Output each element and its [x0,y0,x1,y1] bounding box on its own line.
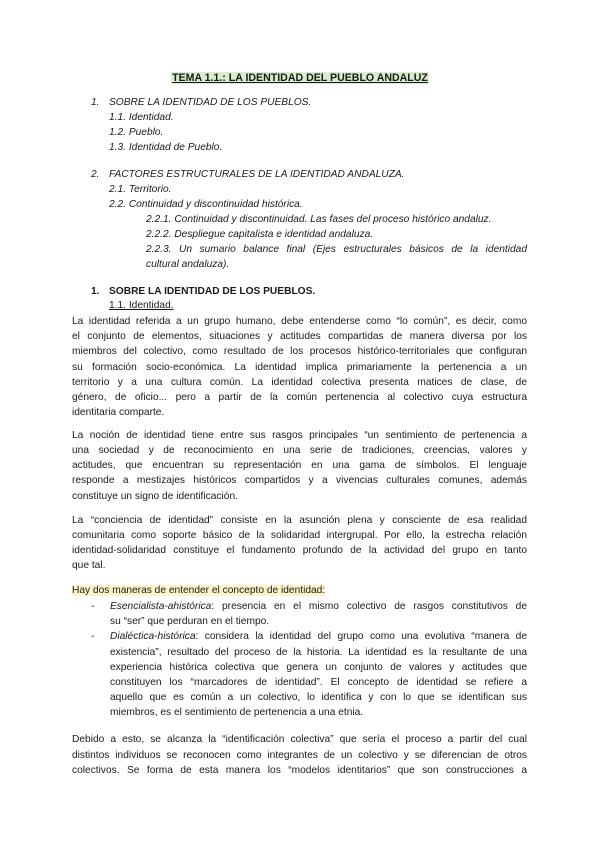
paragraph-2-line: La noción de identidad tiene entre sus rasgos principales “un sentimiento de pertenencia a [72,430,527,441]
paragraph-4-line: Debido a esto, se alcanza la “identificación colectiva” que sería el proceso a partir del cual [72,734,527,745]
toc-item-2-2-3-continued: cultural andaluza). [146,259,230,270]
bullet-2-line: miembros, es el sentimiento de pertenencia a una etnia. [110,707,364,718]
paragraph-1-line: miembros del colectivo, como resultado de los procesos histórico-territoriales que configuran [72,346,527,357]
paragraph-2-line: responde a mestizajes históricos compartidos y a vivencias culturales comunes, además [72,475,527,486]
highlighted-sentence: Hay dos maneras de entender el concepto de identidad: [72,585,326,596]
toc-item-2-2-3: 2.2.3. Un sumario balance final (Ejes estructurales básicos de la identidad [146,244,527,255]
paragraph-2-line: una sociedad y de reconocimiento en una serie de tradiciones, creencias, valores y [72,445,527,456]
bullet-2-line: constituyen los “marcadores de identidad”. El concepto de identidad se refiere a [110,677,527,688]
bullet-dash: - [91,601,95,612]
bullet-1-line: su “ser” que perduran en el tiempo. [110,616,270,627]
paragraph-2-line: actitudes, que encuentran su representación en una gama de símbolos. El lenguaje [72,460,527,471]
paragraph-4-line: distintos individuos se reconocen como integrantes de un colectivo y se diferencian de otros [72,750,527,761]
bullet-2-line: aquello que es común a un colectivo, lo identifica y con lo que se identifican sus [110,692,527,703]
paragraph-3-line: comunitaria como soporte básico de la solidaridad intergrupal. Por ello, la estrecha relación [72,530,527,541]
paragraph-1-line: La identidad referida a un grupo humano, debe entenderse como “lo común”, es decir, como [72,316,527,327]
subsection-1-1-heading: 1.1. Identidad. [109,300,174,311]
paragraph-1-line: el conjunto de elementos, situaciones y actitudes compartidas de manera diversa por los [72,331,527,342]
paragraph-1-line: identitaria comparte. [72,407,165,418]
toc-item-1-3: 1.3. Identidad de Pueblo. [109,142,223,153]
bullet-2-line: experiencia histórica colectiva que genera un conjunto de valores y actitudes que [110,662,527,673]
toc-item-1: SOBRE LA IDENTIDAD DE LOS PUEBLOS. [109,97,312,108]
toc-item-2-2-2: 2.2.2. Despliegue capitalista e identidad andaluza. [146,229,374,240]
toc-item-1-2: 1.2. Pueblo. [109,127,164,138]
toc-item-1-1: 1.1. Identidad. [109,112,174,123]
paragraph-1-line: su formación socio-económica. La identidad implica primariamente la pertenencia a un [72,362,527,373]
bullet-dash: - [91,631,95,642]
bullet-1-line: Esencialista-ahistórica: presencia en el mismo colectivo de rasgos constitutivos de [110,601,527,612]
paragraph-2-line: constituye un signo de identificación. [72,491,238,502]
bullet-2-line: existencia”, resultado del proceso de la historia. La identidad es la resultante de una [110,647,527,658]
paragraph-4-line: colectivos. Se forma de esta manera los “modelos identitarios” que son construcciones a [72,765,527,776]
document-title: TEMA 1.1.: LA IDENTIDAD DEL PUEBLO ANDALUZ [172,72,428,84]
section-1-number: 1. [91,286,100,297]
paragraph-1-line: género, de oficio... pero a partir de la común pertenencia al colectivo cuya estructura [72,392,527,403]
toc-item-2: FACTORES ESTRUCTURALES DE LA IDENTIDAD ANDALUZA. [109,169,405,180]
paragraph-1-line: territorio y a una cultura común. La identidad colectiva presenta matices de clase, de [72,377,527,388]
paragraph-3-line: La “conciencia de identidad” consiste en la asunción plena y consciente de esa realidad [72,515,527,526]
toc-item-2-1: 2.1. Territorio. [109,184,172,195]
bullet-2-line: Dialéctica-histórica: considera la identidad del grupo como una evolutiva “manera de [110,631,527,642]
toc-item-1-number: 1. [91,97,100,108]
paragraph-3-line: que tal. [72,560,106,571]
section-1-heading: SOBRE LA IDENTIDAD DE LOS PUEBLOS. [109,286,316,297]
toc-item-2-2-1: 2.2.1. Continuidad y discontinuidad. Las fases del proceso histórico andaluz. [146,214,492,225]
toc-item-2-2: 2.2. Continuidad y discontinuidad histórica. [109,199,303,210]
toc-item-2-number: 2. [91,169,100,180]
paragraph-3-line: identidad-solidaridad constituye el fundamento profundo de la actividad del grupo en tanto [72,545,527,556]
